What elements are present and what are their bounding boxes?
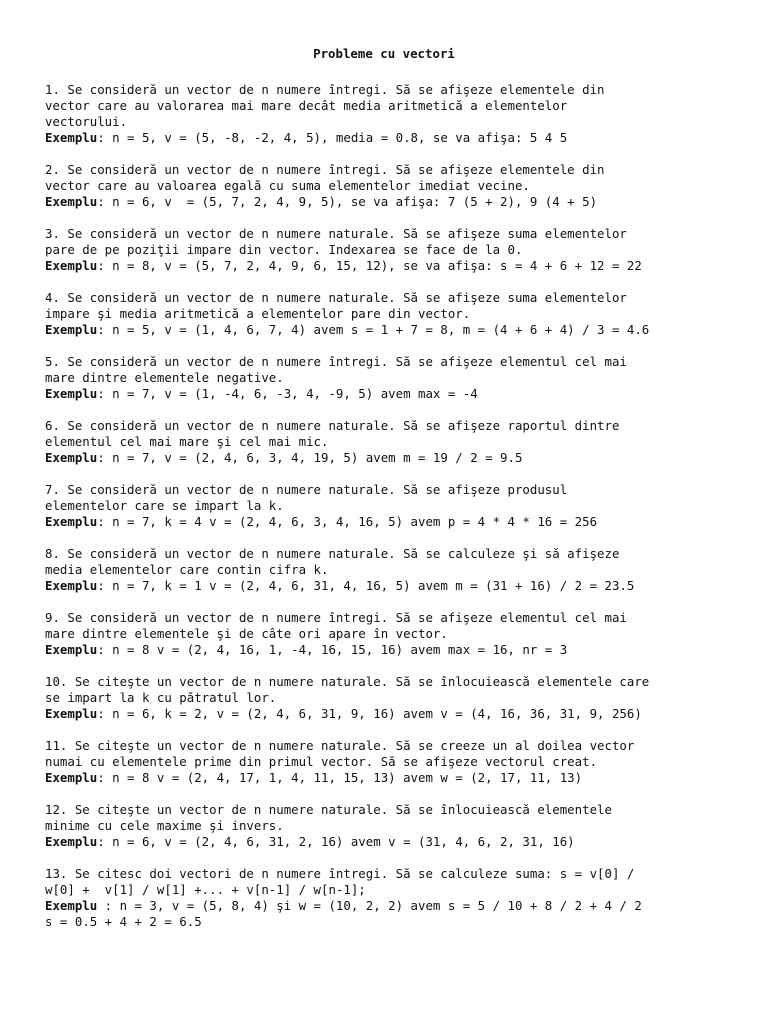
- problem-item: [45, 354, 768, 402]
- example-text: : n = 7, k = 4 v = (2, 4, 6, 3, 4, 16, 5) avem p = 4 * 4 * 16 = 256: [97, 514, 598, 529]
- problem-statement-line: 9. Se consideră un vector de n numere întregi. Să se afişeze elementul cel mai: [45, 610, 627, 625]
- problem-statement-line: numai cu elementele prime din primul vector. Să se afişeze vectorul creat.: [45, 754, 598, 769]
- example-line: [45, 706, 768, 722]
- problem-statement-line: se impart la k cu pătratul lor.: [45, 690, 277, 705]
- problem-statement-line: minime cu cele maxime şi invers.: [45, 818, 284, 833]
- example-label: Exemplu: [45, 706, 98, 721]
- example-line: [45, 194, 768, 210]
- example-text: : n = 5, v = (5, -8, -2, 4, 5), media = 0.8, se va afişa: 5 4 5: [97, 130, 568, 145]
- example-label: Exemplu: [45, 258, 98, 273]
- example-label: Exemplu: [45, 322, 98, 337]
- example-text: : n = 7, k = 1 v = (2, 4, 6, 31, 4, 16, 5) avem m = (31 + 16) / 2 = 23.5: [97, 578, 635, 593]
- problem-statement-line: mare dintre elementele negative.: [45, 370, 284, 385]
- problem-statement-line: pare de pe poziţii impare din vector. Indexarea se face de la 0.: [45, 242, 523, 257]
- problem-statement-line: vectorului.: [45, 114, 128, 129]
- example-line: [45, 258, 768, 274]
- example-text: : n = 5, v = (1, 4, 6, 7, 4) avem s = 1 + 7 = 8, m = (4 + 6 + 4) / 3 = 4.6: [97, 322, 650, 337]
- example-line: [45, 450, 768, 466]
- example-text: : n = 8, v = (5, 7, 2, 4, 9, 6, 15, 12), se va afişa: s = 4 + 6 + 12 = 22: [97, 258, 642, 273]
- example-text: : n = 6, v = (2, 4, 6, 31, 2, 16) avem v = (31, 4, 6, 2, 31, 16): [97, 834, 575, 849]
- problem-statement-line: media elementelor care contin cifra k.: [45, 562, 329, 577]
- example-label: Exemplu: [45, 194, 98, 209]
- example-line: [45, 642, 768, 658]
- example-text: : n = 7, v = (1, -4, 6, -3, 4, -9, 5) avem max = -4: [97, 386, 478, 401]
- problem-statement-line: 1. Se consideră un vector de n numere întregi. Să se afişeze elementele din: [45, 82, 605, 97]
- problem-statement-line: 5. Se consideră un vector de n numere întregi. Să se afişeze elementul cel mai: [45, 354, 627, 369]
- problem-statement-line: 4. Se consideră un vector de n numere naturale. Să se afişeze suma elementelor: [45, 290, 627, 305]
- problem-item: [45, 418, 768, 466]
- problem-item: [45, 738, 768, 786]
- example-text: : n = 6, k = 2, v = (2, 4, 6, 31, 9, 16) avem v = (4, 16, 36, 31, 9, 256): [97, 706, 642, 721]
- example-text: : n = 6, v = (5, 7, 2, 4, 9, 5), se va afişa: 7 (5 + 2), 9 (4 + 5): [97, 194, 598, 209]
- example-line: [45, 834, 768, 850]
- example-line: [45, 130, 768, 146]
- example-line: [45, 898, 768, 914]
- problem-statement-line: 7. Se consideră un vector de n numere naturale. Să se afişeze produsul: [45, 482, 568, 497]
- problem-item: [45, 82, 768, 146]
- example-text: : n = 3, v = (5, 8, 4) şi w = (10, 2, 2) avem s = 5 / 10 + 8 / 2 + 4 / 2: [97, 898, 642, 913]
- problem-statement-line: 11. Se citeşte un vector de n numere naturale. Să se creeze un al doilea vector: [45, 738, 635, 753]
- example-continuation-line: s = 0.5 + 4 + 2 = 6.5: [45, 914, 202, 929]
- problem-item: [45, 866, 768, 930]
- problem-item: [45, 226, 768, 274]
- problem-statement-line: 3. Se consideră un vector de n numere naturale. Să se afişeze suma elementelor: [45, 226, 627, 241]
- example-label: Exemplu: [45, 130, 98, 145]
- problem-item: [45, 674, 768, 722]
- problem-statement-line: mare dintre elementele şi de câte ori apare în vector.: [45, 626, 448, 641]
- example-label: Exemplu: [45, 834, 98, 849]
- problem-statement-line: 12. Se citeşte un vector de n numere naturale. Să se înlocuiească elementele: [45, 802, 612, 817]
- problem-item: [45, 802, 768, 850]
- example-label: Exemplu: [45, 642, 98, 657]
- problem-item: [45, 482, 768, 530]
- example-text: : n = 8 v = (2, 4, 17, 1, 4, 11, 15, 13) avem w = (2, 17, 11, 13): [97, 770, 583, 785]
- problem-statement-line: 8. Se consideră un vector de n numere naturale. Să se calculeze şi să afişeze: [45, 546, 620, 561]
- problem-statement-line: w[0] + v[1] / w[1] +... + v[n-1] / w[n-1];: [45, 882, 366, 897]
- problem-statement-line: 2. Se consideră un vector de n numere întregi. Să se afişeze elementele din: [45, 162, 605, 177]
- problem-statement-line: elementelor care se impart la k.: [45, 498, 284, 513]
- problem-statement-line: vector care au valoarea egală cu suma elementelor imediat vecine.: [45, 178, 530, 193]
- problem-list: [45, 82, 768, 946]
- example-label: Exemplu: [45, 770, 98, 785]
- example-label: Exemplu: [45, 898, 98, 913]
- problem-statement-line: 13. Se citesc doi vectori de n numere întregi. Să se calculeze suma: s = v[0] /: [45, 866, 635, 881]
- example-line: [45, 770, 768, 786]
- problem-statement-line: vector care au valorarea mai mare decât media aritmetică a elementelor: [45, 98, 568, 113]
- example-line: [45, 386, 768, 402]
- example-line: [45, 578, 768, 594]
- problem-item: [45, 546, 768, 594]
- example-text: : n = 8 v = (2, 4, 16, 1, -4, 16, 15, 16) avem max = 16, nr = 3: [97, 642, 568, 657]
- example-line: [45, 514, 768, 530]
- example-label: Exemplu: [45, 578, 98, 593]
- problem-statement-line: elementul cel mai mare şi cel mai mic.: [45, 434, 329, 449]
- document-title: Probleme cu vectori: [313, 46, 455, 61]
- problem-statement-line: 6. Se consideră un vector de n numere naturale. Să se afişeze raportul dintre: [45, 418, 620, 433]
- problem-item: [45, 162, 768, 210]
- problem-item: [45, 610, 768, 658]
- problem-item: [45, 290, 768, 338]
- example-line: [45, 322, 768, 338]
- problem-statement-line: 10. Se citeşte un vector de n numere naturale. Să se înlocuiească elementele care: [45, 674, 650, 689]
- example-label: Exemplu: [45, 450, 98, 465]
- example-label: Exemplu: [45, 386, 98, 401]
- example-text: : n = 7, v = (2, 4, 6, 3, 4, 19, 5) avem m = 19 / 2 = 9.5: [97, 450, 523, 465]
- problem-statement-line: impare şi media aritmetică a elementelor pare din vector.: [45, 306, 471, 321]
- example-label: Exemplu: [45, 514, 98, 529]
